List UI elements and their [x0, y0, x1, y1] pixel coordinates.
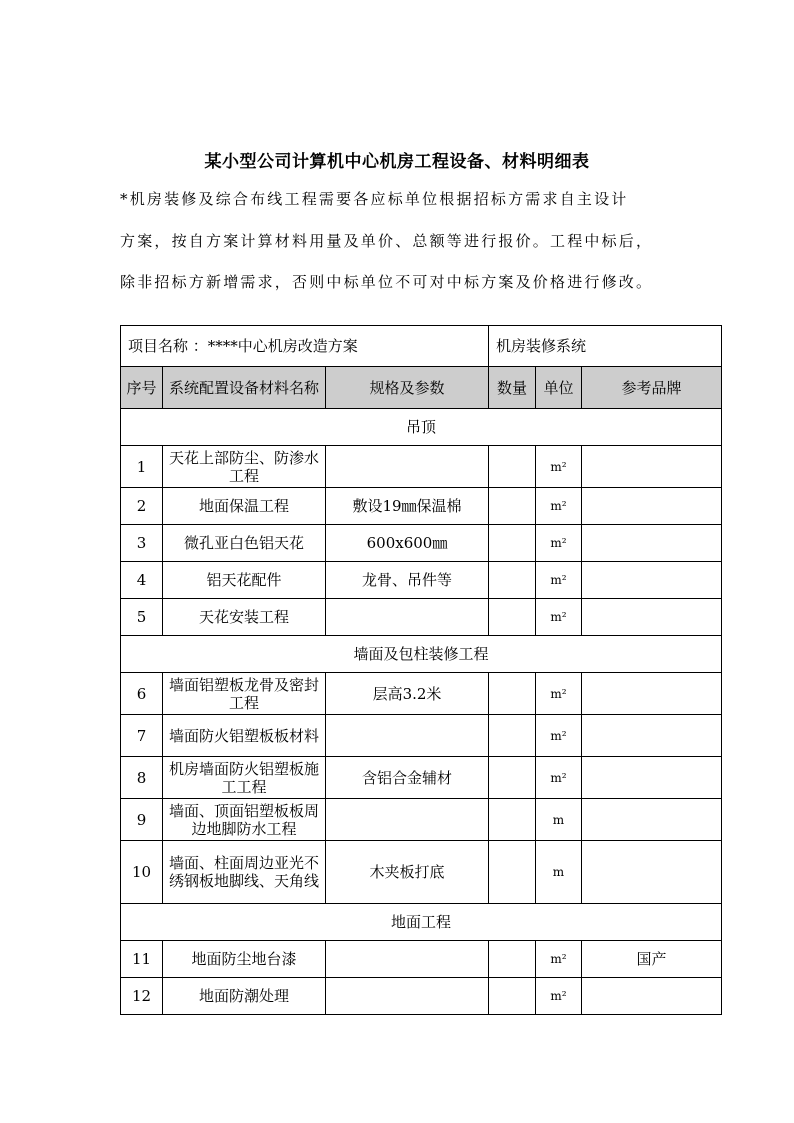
cell-seq: 3 [121, 525, 163, 562]
cell-brand [582, 446, 722, 488]
cell-seq: 1 [121, 446, 163, 488]
cell-unit: m² [536, 562, 582, 599]
cell-spec: 600x600㎜ [326, 525, 489, 562]
table-row [121, 715, 722, 757]
table-row [121, 799, 722, 841]
cell-name: 墙面、顶面铝塑板板周边地脚防水工程 [163, 799, 326, 841]
cell-seq: 9 [121, 799, 163, 841]
cell-seq: 7 [121, 715, 163, 757]
cell-unit: m² [536, 488, 582, 525]
cell-qty [489, 599, 536, 636]
cell-name: 天花上部防尘、防渗水工程 [163, 446, 326, 488]
cell-unit: m² [536, 525, 582, 562]
cell-brand [582, 562, 722, 599]
header-name: 系统配置设备材料名称 [163, 367, 326, 409]
note-line-2: 方案，按自方案计算材料用量及单价、总额等进行报价。工程中标后， [120, 232, 654, 250]
table-row [121, 562, 722, 599]
cell-unit: m [536, 799, 582, 841]
header-spec: 规格及参数 [326, 367, 489, 409]
table-row [121, 446, 722, 488]
cell-brand [582, 599, 722, 636]
cell-unit: m² [536, 715, 582, 757]
cell-brand [582, 841, 722, 904]
cell-name: 地面防潮处理 [163, 978, 326, 1015]
section-title: 吊顶 [121, 409, 722, 446]
cell-name: 微孔亚白色铝天花 [163, 525, 326, 562]
table-body [121, 326, 722, 1015]
system-name: 机房装修系统 [489, 326, 722, 367]
project-row [121, 326, 722, 367]
cell-qty [489, 941, 536, 978]
section-row [121, 409, 722, 446]
section-title: 地面工程 [121, 904, 722, 941]
header-brand: 参考品牌 [582, 367, 722, 409]
header-unit: 单位 [536, 367, 582, 409]
project-name: 项目名称 ：****中心机房改造方案 [121, 326, 489, 367]
note-line-1: *机房装修及综合布线工程需要各应标单位根据招标方需求自主设计 [120, 190, 629, 208]
header-qty: 数量 [489, 367, 536, 409]
cell-name: 地面保温工程 [163, 488, 326, 525]
cell-qty [489, 799, 536, 841]
section-title: 墙面及包柱装修工程 [121, 636, 722, 673]
cell-seq: 5 [121, 599, 163, 636]
cell-seq: 2 [121, 488, 163, 525]
header-seq: 序号 [121, 367, 163, 409]
cell-qty [489, 525, 536, 562]
cell-name: 铝天花配件 [163, 562, 326, 599]
cell-qty [489, 841, 536, 904]
cell-seq: 8 [121, 757, 163, 799]
cell-seq: 4 [121, 562, 163, 599]
table-row [121, 488, 722, 525]
cell-seq: 6 [121, 673, 163, 715]
table-row [121, 673, 722, 715]
table-row [121, 525, 722, 562]
document-title: 某小型公司计算机中心机房工程设备、材料明细表 [204, 152, 590, 172]
cell-qty [489, 446, 536, 488]
cell-qty [489, 562, 536, 599]
cell-spec [326, 799, 489, 841]
header-row [121, 367, 722, 409]
cell-qty [489, 673, 536, 715]
cell-spec [326, 599, 489, 636]
section-row [121, 904, 722, 941]
section-row [121, 636, 722, 673]
cell-spec: 层高3.2米 [326, 673, 489, 715]
cell-seq: 12 [121, 978, 163, 1015]
cell-unit: m [536, 841, 582, 904]
cell-spec: 含铝合金辅材 [326, 757, 489, 799]
table-row [121, 757, 722, 799]
cell-name: 墙面、柱面周边亚光不绣钢板地脚线、天角线 [163, 841, 326, 904]
cell-seq: 11 [121, 941, 163, 978]
cell-spec: 敷设19㎜保温棉 [326, 488, 489, 525]
cell-spec [326, 446, 489, 488]
cell-brand [582, 757, 722, 799]
table-row [121, 978, 722, 1015]
cell-name: 机房墙面防火铝塑板施工工程 [163, 757, 326, 799]
cell-name: 天花安装工程 [163, 599, 326, 636]
cell-name: 墙面铝塑板龙骨及密封工程 [163, 673, 326, 715]
cell-unit: m² [536, 757, 582, 799]
cell-name: 地面防尘地台漆 [163, 941, 326, 978]
cell-qty [489, 978, 536, 1015]
cell-qty [489, 488, 536, 525]
cell-spec [326, 941, 489, 978]
cell-brand: 国产 [582, 941, 722, 978]
cell-spec: 龙骨、吊件等 [326, 562, 489, 599]
cell-unit: m² [536, 599, 582, 636]
cell-unit: m² [536, 941, 582, 978]
cell-spec [326, 978, 489, 1015]
table-row [121, 941, 722, 978]
cell-brand [582, 525, 722, 562]
cell-name: 墙面防火铝塑板板材料 [163, 715, 326, 757]
cell-unit: m² [536, 673, 582, 715]
cell-spec [326, 715, 489, 757]
cell-brand [582, 488, 722, 525]
table-row [121, 841, 722, 904]
cell-brand [582, 978, 722, 1015]
table-row [121, 599, 722, 636]
cell-unit: m² [536, 978, 582, 1015]
cell-brand [582, 715, 722, 757]
note-line-3: 除非招标方新增需求，否则中标单位不可对中标方案及价格进行修改。 [120, 273, 654, 291]
materials-table [120, 325, 722, 1015]
cell-spec: 木夹板打底 [326, 841, 489, 904]
cell-brand [582, 799, 722, 841]
cell-qty [489, 715, 536, 757]
cell-brand [582, 673, 722, 715]
cell-seq: 10 [121, 841, 163, 904]
cell-qty [489, 757, 536, 799]
cell-unit: m² [536, 446, 582, 488]
